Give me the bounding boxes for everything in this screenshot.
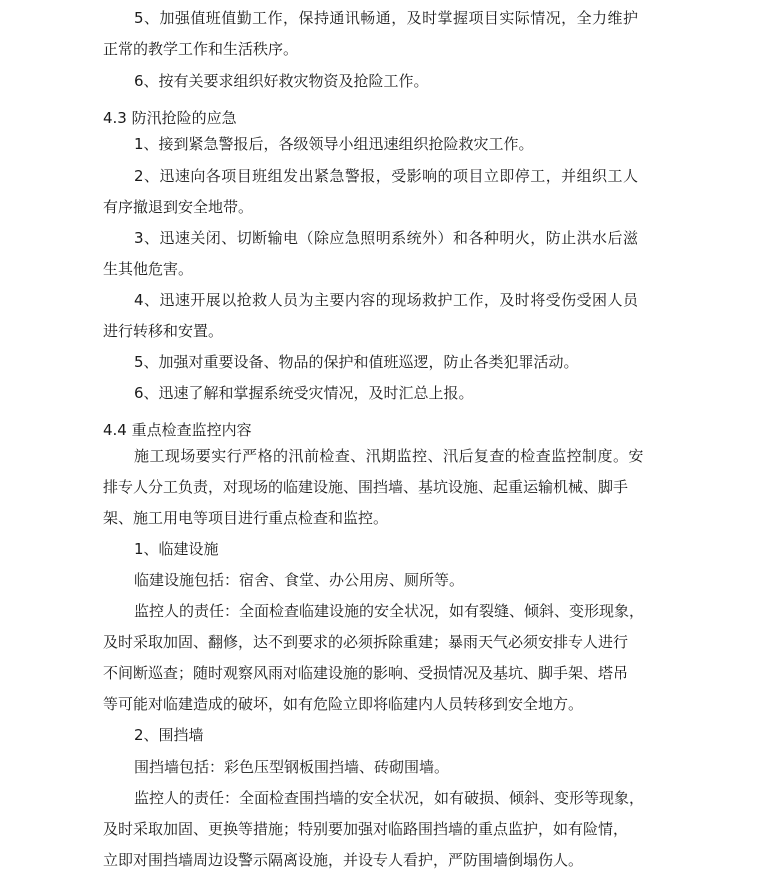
paragraph-line: 临建设施包括：宿舍、食堂、办公用房、厕所等。 <box>134 571 465 589</box>
paragraph-line: 6、按有关要求组织好救灾物资及抢险工作。 <box>134 72 429 90</box>
paragraph-line: 进行转移和安置。 <box>103 322 224 340</box>
paragraph-line: 有序撤退到安全地带。 <box>103 198 254 216</box>
paragraph-line: 正常的教学工作和生活秩序。 <box>103 40 299 58</box>
section-heading: 4.3 防汛抢险的应急 <box>103 109 237 127</box>
paragraph-line: 排专人分工负责，对现场的临建设施、围挡墙、基坑设施、起重运输机械、脚手 <box>103 478 629 496</box>
paragraph-line: 监控人的责任：全面检查临建设施的安全状况，如有裂缝、倾斜、变形现象， <box>134 602 645 620</box>
paragraph-line: 1、接到紧急警报后，各级领导小组迅速组织抢险救灾工作。 <box>134 135 534 153</box>
paragraph-line: 5、加强对重要设备、物品的保护和值班巡逻，防止各类犯罪活动。 <box>134 353 579 371</box>
paragraph-line: 3、迅速关闭、切断输电（除应急照明系统外）和各种明火，防止洪水后滋 <box>134 229 639 247</box>
paragraph-line: 围挡墙包括：彩色压型钢板围挡墙、砖砌围墙。 <box>134 758 450 776</box>
paragraph-line: 架、施工用电等项目进行重点检查和监控。 <box>103 509 389 527</box>
subsection-heading: 1、临建设施 <box>134 540 219 558</box>
paragraph-line: 4、迅速开展以抢救人员为主要内容的现场救护工作，及时将受伤受困人员 <box>134 291 639 309</box>
section-heading: 4.4 重点检查监控内容 <box>103 421 252 439</box>
paragraph-line: 立即对围挡墙周边设警示隔离设施，并设专人看护，严防围墙倒塌伤人。 <box>103 851 584 869</box>
paragraph-line: 生其他危害。 <box>103 260 194 278</box>
paragraph-line: 5、加强值班值勤工作，保持通讯畅通，及时掌握项目实际情况，全力维护 <box>134 9 639 27</box>
paragraph-line: 及时采取加固、翻修，达不到要求的必须拆除重建；暴雨天气必须安排专人进行 <box>103 633 629 651</box>
subsection-heading: 2、围挡墙 <box>134 726 204 744</box>
paragraph-line: 不间断巡查；随时观察风雨对临建设施的影响、受损情况及基坑、脚手架、塔吊 <box>103 664 629 682</box>
paragraph-line: 及时采取加固、更换等措施；特别要加强对临路围挡墙的重点监护，如有险情， <box>103 820 629 838</box>
paragraph-line: 监控人的责任：全面检查围挡墙的安全状况，如有破损、倾斜、变形等现象， <box>134 789 645 807</box>
paragraph-line: 等可能对临建造成的破坏，如有危险立即将临建内人员转移到安全地方。 <box>103 695 584 713</box>
paragraph-line: 6、迅速了解和掌握系统受灾情况，及时汇总上报。 <box>134 384 474 402</box>
paragraph-line: 施工现场要实行严格的汛前检查、汛期监控、汛后复查的检查监控制度。安 <box>134 447 644 465</box>
paragraph-line: 2、迅速向各项目班组发出紧急警报，受影响的项目立即停工，并组织工人 <box>134 167 639 185</box>
